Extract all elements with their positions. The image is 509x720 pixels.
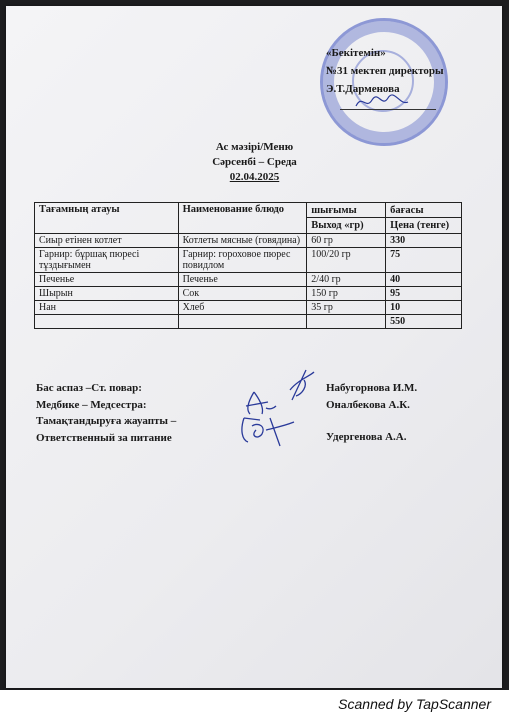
role-responsible-kz: Тамақтандыруға жауапты – (36, 415, 177, 427)
table-row (35, 248, 462, 273)
director-signature-icon (352, 92, 412, 112)
dish-kz: Шырын (35, 287, 179, 301)
signatory-names (326, 380, 417, 446)
table-row (35, 234, 462, 248)
name-nurse: Оналбекова А.К. (326, 398, 410, 411)
dish-yield: 60 гр (307, 234, 386, 248)
header-yield-ru: Выход «гр) (311, 220, 364, 231)
table-row (35, 287, 462, 301)
signatory-roles (36, 380, 176, 446)
dish-yield: 35 гр (307, 301, 386, 315)
dish-kz: Печенье (35, 273, 179, 287)
dish-ru: Печенье (178, 273, 307, 287)
dish-ru: Сок (178, 287, 307, 301)
name-responsible: Удергенова А.А. (326, 431, 407, 443)
menu-header (0, 140, 509, 185)
role-nurse: Медбике – Медсестра: (36, 398, 147, 411)
dish-ru: Гарнир: гороховое пюрес повидлом (178, 248, 307, 273)
header-kz-name: Тағамның атауы (35, 203, 179, 234)
dish-kz: Гарнир: бұршақ пюресі тұздығымен (35, 248, 179, 273)
table-row (35, 273, 462, 287)
dish-price: 75 (386, 248, 462, 273)
approval-block (326, 44, 444, 98)
dish-kz: Нан (35, 301, 179, 315)
dish-yield: 2/40 гр (307, 273, 386, 287)
approval-position: №31 мектеп директоры (326, 65, 444, 77)
dish-price: 330 (386, 234, 462, 248)
header-price-kz: бағасы (386, 203, 461, 218)
table-row (35, 301, 462, 315)
responsible-signature-icon (236, 412, 300, 448)
total-empty-1 (35, 315, 179, 329)
dish-price: 40 (386, 273, 462, 287)
header-price (386, 203, 462, 234)
menu-date: 02.04.2025 (229, 171, 280, 183)
table-header-row (35, 203, 462, 234)
dish-yield: 150 гр (307, 287, 386, 301)
dish-price: 95 (386, 287, 462, 301)
total-price: 550 (386, 315, 462, 329)
dish-ru: Котлеты мясные (говядина) (178, 234, 307, 248)
scanner-watermark: Scanned by TapScanner (338, 696, 491, 712)
role-responsible-ru: Ответственный за питание (36, 431, 172, 444)
header-yield-kz: шығымы (307, 203, 385, 218)
total-empty-2 (178, 315, 307, 329)
dish-kz: Сиыр етінен котлет (35, 234, 179, 248)
menu-title: Ас мәзірі/Меню (215, 141, 294, 153)
approval-name: Э.Т.Дарменова (326, 83, 400, 95)
role-chef: Бас аспаз –Ст. повар: (36, 382, 142, 394)
menu-days: Сәрсенбі – Среда (212, 156, 297, 168)
header-price-ru: Цена (тенге) (390, 220, 450, 231)
name-chef: Набугорнова И.М. (326, 382, 418, 394)
dish-price: 10 (386, 301, 462, 315)
menu-table (34, 202, 462, 329)
header-yield (307, 203, 386, 234)
dish-ru: Хлеб (178, 301, 307, 315)
approval-title: «Бекітемін» (326, 47, 386, 59)
header-ru-name: Наименование блюдо (178, 203, 307, 234)
total-empty-3 (307, 315, 386, 329)
table-total-row (35, 315, 462, 329)
dish-yield: 100/20 гр (307, 248, 386, 273)
chef-signature-icon (284, 366, 318, 406)
